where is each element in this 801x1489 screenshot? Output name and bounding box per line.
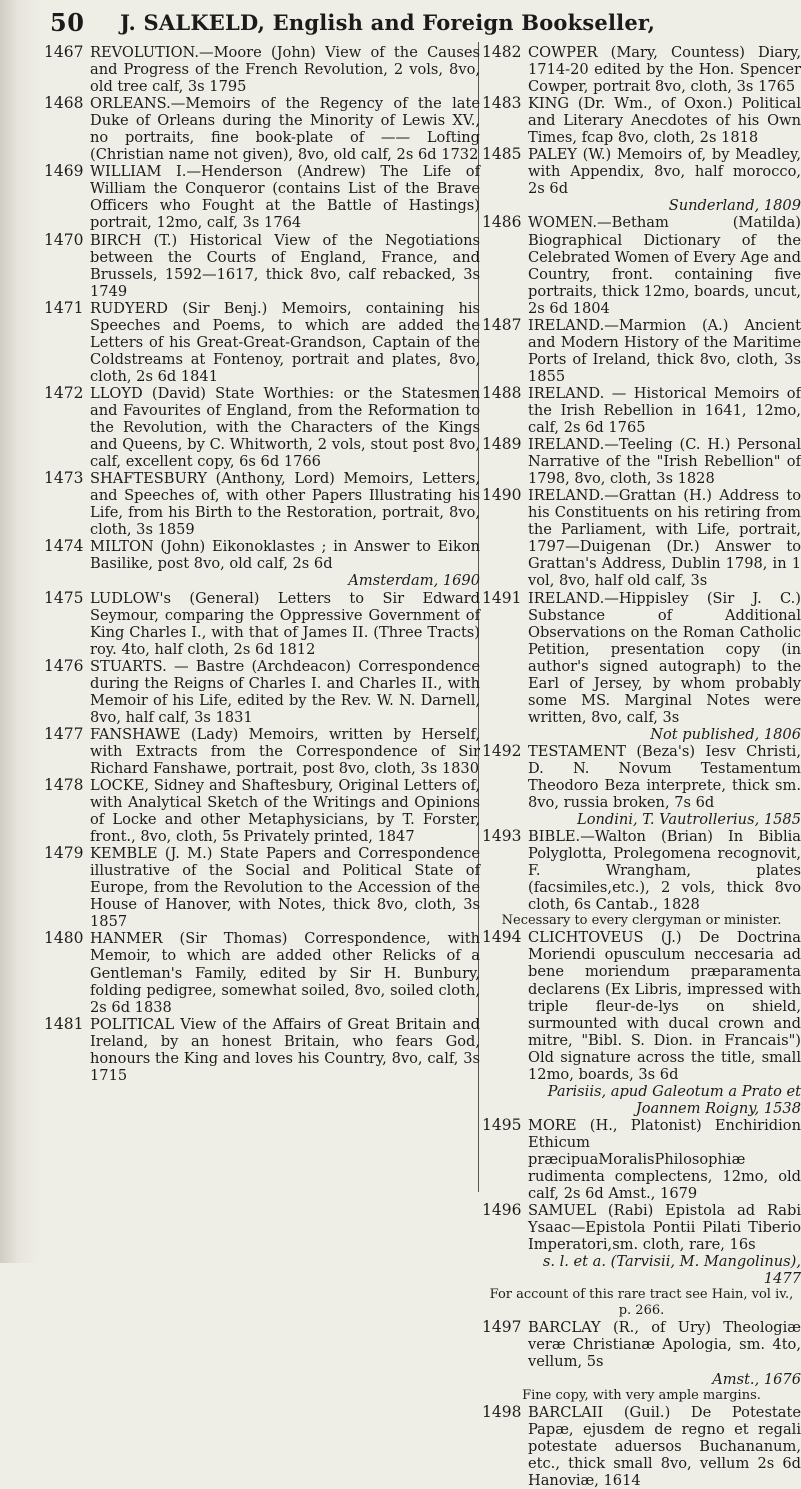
catalogue-entry <box>44 930 480 1015</box>
catalogue-note: Necessary to every clergyman or minister. <box>501 913 782 929</box>
entry-number: 1491 <box>482 588 522 607</box>
entry-number: 1467 <box>44 43 84 61</box>
catalogue-entry <box>482 590 801 743</box>
entry-number: 1478 <box>44 776 84 795</box>
entry-description: KEMBLE (J. M.) State Papers and Correspondence illustrative of the Social and Political State of Europe, from the Revolution to the Accession of the House of Hanover, with Notes, thick 8vo, cloth, 3s 1857 <box>90 845 480 931</box>
entry-description: BARCLAY (R., of Ury) Theologiæ veræ Christianæ Apologia, sm. 4to, vellum, 5s <box>528 1319 801 1371</box>
entry-number: 1483 <box>482 94 522 113</box>
entry-description: IRELAND. — Historical Memoirs of the Irish Rebellion in 1641, 12mo, calf, 2s 6d 1765 <box>528 384 801 437</box>
entry-description: BIBLE.—Walton (Brian) In Biblia Polyglotta, Prolegomena recognovit, F. Wrangham, plates (facsimiles,etc.), 2 vols, thick 8vo cloth, 6s Cantab., 1828 <box>528 828 801 914</box>
catalogue-entry <box>44 1016 480 1084</box>
entry-description: LLOYD (David) State Worthies: or the Statesmen and Favourites of England, from the Reformation to the Revolution, with the Characters of the Kings and Queens, by C. Whitworth, 2 vols, stout post 8vo, calf, excellent copy, 6s 6d 1766 <box>90 384 480 471</box>
catalogue-note: Fine copy, with very ample margins. <box>522 1387 761 1403</box>
catalogue-entry <box>482 929 801 1117</box>
entry-description: TESTAMENT (Beza's) Iesv Christi, D. N. Novum Testamentum Theodoro Beza interprete, thick sm. 8vo, russia broken, 7s 6d <box>528 742 801 812</box>
catalogue-entry <box>44 590 480 658</box>
catalogue-entry <box>44 232 480 300</box>
entry-description: PALEY (W.) Memoirs of, by Meadley, with Appendix, 8vo, half morocco, 2s 6d <box>528 146 801 198</box>
entry-description: FANSHAWE (Lady) Memoirs, written by Herself, with Extracts from the Correspondence of Sir Richard Fanshawe, portrait, post 8vo, cloth, 3s 1830 <box>90 725 480 777</box>
catalogue-entry <box>44 777 480 845</box>
entry-description: WOMEN.—Betham (Matilda) Biographical Dictionary of the Celebrated Women of Every Age and Country, front. containing five portraits, thick 12mo, boards, uncut, 2s 6d 1804 <box>528 214 801 317</box>
entry-number: 1493 <box>482 827 522 846</box>
entry-number: 1468 <box>44 94 84 113</box>
entry-imprint: Amsterdam, 1690 <box>348 572 480 590</box>
entry-number: 1474 <box>44 537 84 556</box>
entry-imprint: Parisiis, apud Galeotum a Prato et Joannem Roigny, 1538 <box>547 1082 801 1117</box>
entry-number: 1477 <box>44 724 84 743</box>
entry-description: COWPER (Mary, Countess) Diary, 1714-20 edited by the Hon. Spencer Cowper, portrait 8vo, cloth, 3s 1765 <box>528 44 801 96</box>
entry-number: 1482 <box>482 43 522 61</box>
catalogue-entry <box>44 95 480 163</box>
entry-description: IRELAND.—Hippisley (Sir J. C.) Substance of Additional Observations on the Roman Catholic Petition, presentation copy (in author's signed autograph) to the Earl of Jersey, by whom probably some MS. Marginal Notes were written, 8vo, calf, 3s <box>528 589 801 726</box>
entry-description: IRELAND.—Grattan (H.) Address to his Constituents on his retiring from the Parliament, with Life, portrait, 1797—Duigenan (Dr.) Answer to Grattan's Address, Dublin 1798, in 1 vol, 8vo, half old calf, 3s <box>528 487 801 590</box>
catalogue-entry <box>482 1202 801 1287</box>
entry-imprint: Sunderland, 1809 <box>668 197 801 215</box>
catalogue-entry <box>482 487 801 589</box>
catalogue-entry <box>44 658 480 726</box>
entry-number: 1485 <box>482 145 522 164</box>
entry-description: MORE (H., Platonist) Enchiridion Ethicum præcipuaMoralisPhilosophiæ rudimenta complectens, 12mo, old calf, 2s 6d Amst., 1679 <box>528 1116 801 1203</box>
entry-description: BIRCH (T.) Historical View of the Negotiations between the Courts of England, France, and Brussels, 1592—1617, thick 8vo, calf rebacked, 3s 1749 <box>90 231 480 300</box>
entry-number: 1497 <box>482 1318 522 1337</box>
entry-number: 1495 <box>482 1115 522 1134</box>
entry-description: REVOLUTION.—Moore (John) View of the Causes and Progress of the French Revolution, 2 vols, 8vo, old tree calf, 3s 1795 <box>90 44 480 96</box>
entry-number: 1489 <box>482 435 522 454</box>
entry-description: SHAFTESBURY (Anthony, Lord) Memoirs, Letters, and Speeches of, with other Papers Illustrating his Life, from his Birth to the Restoration, portrait, 8vo, cloth, 3s 1859 <box>90 470 480 539</box>
entry-description: LUDLOW's (General) Letters to Sir Edward Seymour, comparing the Oppressive Government of King Charles I., with that of James II. (Three Tracts) roy. 4to, half cloth, 2s 6d 1812 <box>90 589 480 658</box>
catalogue-entry <box>482 436 801 487</box>
entry-description: LOCKE, Sidney and Shaftesbury, Original Letters of, with Analytical Sketch of the Writings and Opinions of Locke and other Metaphysicians, by T. Forster, front., 8vo, cloth, 5s Privately printed, 1847 <box>90 777 480 846</box>
entry-description: SAMUEL (Rabi) Epistola ad Rabi Ysaac—Epistola Pontii Pilati Tiberio Imperatori,sm. cloth, rare, 16s <box>528 1202 801 1254</box>
right-column <box>482 44 801 1489</box>
catalogue-entry <box>482 1404 801 1489</box>
catalogue-entry <box>482 828 801 913</box>
entry-number: 1472 <box>44 383 84 402</box>
left-column <box>44 44 480 1084</box>
catalogue-entry <box>482 385 801 436</box>
entry-description: WILLIAM I.—Henderson (Andrew) The Life of William the Conqueror (contains List of the Brave Officers who Fought at the Battle of Hastings) portrait, 12mo, calf, 3s 1764 <box>90 163 480 232</box>
entry-number: 1481 <box>44 1014 84 1033</box>
running-title: J. SALKELD, English and Foreign Bookseller, <box>120 10 656 35</box>
catalogue-entry <box>482 1117 801 1202</box>
entry-number: 1488 <box>482 383 522 402</box>
catalogue-entry <box>482 44 801 95</box>
entry-number: 1471 <box>44 298 84 317</box>
catalogue-entry <box>482 743 801 828</box>
catalogue-entry <box>482 317 801 385</box>
entry-description: POLITICAL View of the Affairs of Great Britain and Ireland, by an honest Britain, who fears God, honours the King and loves his Country, 8vo, calf, 3s 1715 <box>90 1015 480 1084</box>
entry-description: IRELAND.—Marmion (A.) Ancient and Modern History of the Maritime Ports of Ireland, thick 8vo, cloth, 3s 1855 <box>528 316 801 385</box>
entry-number: 1496 <box>482 1201 522 1220</box>
entry-imprint: Not published, 1806 <box>650 725 801 743</box>
entry-number: 1479 <box>44 844 84 863</box>
entry-number: 1470 <box>44 230 84 249</box>
catalogue-entry <box>44 470 480 538</box>
page-header <box>0 8 801 40</box>
entry-number: 1476 <box>44 656 84 675</box>
catalogue-entry <box>44 385 480 470</box>
page-edge-shadow <box>0 0 40 1263</box>
entry-number: 1469 <box>44 162 84 181</box>
catalogue-entry <box>482 214 801 316</box>
entry-number: 1473 <box>44 469 84 488</box>
entry-number: 1494 <box>482 928 522 947</box>
entry-number: 1498 <box>482 1402 522 1421</box>
catalogue-entry <box>482 146 801 214</box>
catalogue-entry <box>482 95 801 146</box>
catalogue-note: For account of this rare tract see Hain, vol iv., p. 266. <box>489 1287 794 1319</box>
catalogue-entry <box>482 1319 801 1387</box>
entry-description: KING (Dr. Wm., of Oxon.) Political and Literary Anecdotes of his Own Times, fcap 8vo, cloth, 2s 1818 <box>528 95 801 147</box>
page-number: 50 <box>50 8 85 37</box>
entry-description: STUARTS. — Bastre (Archdeacon) Correspondence during the Reigns of Charles I. and Charles II., with Memoir of his Life, edited by the Rev. W. N. Darnell, 8vo, half calf, 3s 1831 <box>90 657 480 726</box>
entry-number: 1492 <box>482 741 522 760</box>
catalogue-entry <box>44 163 480 231</box>
entry-imprint: Londini, T. Vautrollerius, 1585 <box>577 811 801 829</box>
entry-description: MILTON (John) Eikonoklastes ; in Answer to Eikon Basilike, post 8vo, old calf, 2s 6d <box>90 538 480 573</box>
catalogue-entry <box>44 300 480 385</box>
entry-number: 1480 <box>44 929 84 948</box>
catalogue-entry <box>44 44 480 95</box>
catalogue-entry <box>44 538 480 589</box>
entry-description: RUDYERD (Sir Benj.) Memoirs, containing his Speeches and Poems, to which are added the Letters of his Great-Great-Grandson, Captain of the Coldstreams at Fontenoy, portrait and plates, 8vo, cloth, 2s 6d 1841 <box>90 299 480 385</box>
entry-description: HANMER (Sir Thomas) Correspondence, with Memoir, to which are added other Relicks of a Gentleman's Family, edited by Sir H. Bunbury, folding pedigree, somewhat soiled, 8vo, soiled cloth, 2s 6d 1838 <box>90 930 480 1016</box>
entry-imprint: s. l. et a. (Tarvisii, M. Mangolinus), 1477 <box>542 1253 801 1288</box>
entry-imprint: Amst., 1676 <box>712 1370 801 1388</box>
entry-description: BARCLAII (Guil.) De Potestate Papæ, ejusdem de regno et regali potestate aduersos Buchananum, etc., thick small 8vo, vellum 2s 6d Hanoviæ, 1614 <box>528 1403 801 1489</box>
entry-number: 1486 <box>482 213 522 232</box>
entry-description: CLICHTOVEUS (J.) De Doctrina Moriendi opusculum neccesaria ad bene moriendum præparamenta declarens (Ex Libris, impressed with triple fleur-de-lys on shield, surmounted with ducal crown and mitre, "Bibl. S. Dion. in Francais") Old signature across the title, small 12mo, boards, 3s 6d <box>528 929 801 1083</box>
entry-description: ORLEANS.—Memoirs of the Regency of the late Duke of Orleans during the Minority of Lewis XV., no portraits, fine book-plate of —— Lofting (Christian name not given), 8vo, old calf, 2s 6d 1732 <box>90 95 480 164</box>
entry-number: 1490 <box>482 486 522 505</box>
entry-description: IRELAND.—Teeling (C. H.) Personal Narrative of the "Irish Rebellion" of 1798, 8vo, cloth, 3s 1828 <box>528 436 801 488</box>
catalogue-entry <box>44 845 480 930</box>
entry-number: 1487 <box>482 315 522 334</box>
entry-number: 1475 <box>44 588 84 607</box>
catalogue-entry <box>44 726 480 777</box>
